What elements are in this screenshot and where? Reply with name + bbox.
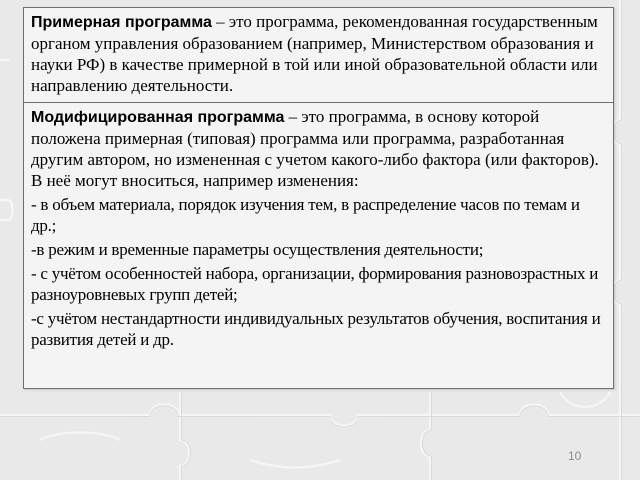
list-item: -в режим и временные параметры осуществления деятельности; — [31, 240, 484, 259]
approximate-program-definition — [31, 11, 607, 96]
definitions-table — [23, 7, 614, 389]
modified-program-term: Модифицированная программа — [31, 109, 285, 126]
list-item: -с учётом нестандартности индивидуальных результатов обучения, воспитания и развития детей и др. — [31, 309, 601, 349]
list-item: - в объем материала, порядок изучения тем, в распределение часов по темам и др.; — [31, 195, 580, 235]
modified-program-text: – это программа, в основу которой положена примерная (типовая) программа или программа, разработанная другим автором, но измененная с учетом какого-либо фактора (или факторов). В неё могут вноситься, например изменения: — [31, 107, 599, 190]
page-number: 10 — [568, 449, 582, 463]
approximate-program-text: – это программа, рекомендованная государственным органом управления образованием (например, Министерством образования и науки РФ) в качестве примерной в той или иной образовательной области или направлению деятельности. — [31, 12, 598, 95]
modified-program-cell — [24, 103, 613, 350]
approximate-program-term: Примерная программа — [31, 14, 212, 31]
list-item: - с учётом особенностей набора, организации, формирования разновозрастных и разноуровневых групп детей; — [31, 264, 599, 304]
approximate-program-cell — [24, 8, 613, 103]
modified-program-definition — [31, 106, 607, 191]
